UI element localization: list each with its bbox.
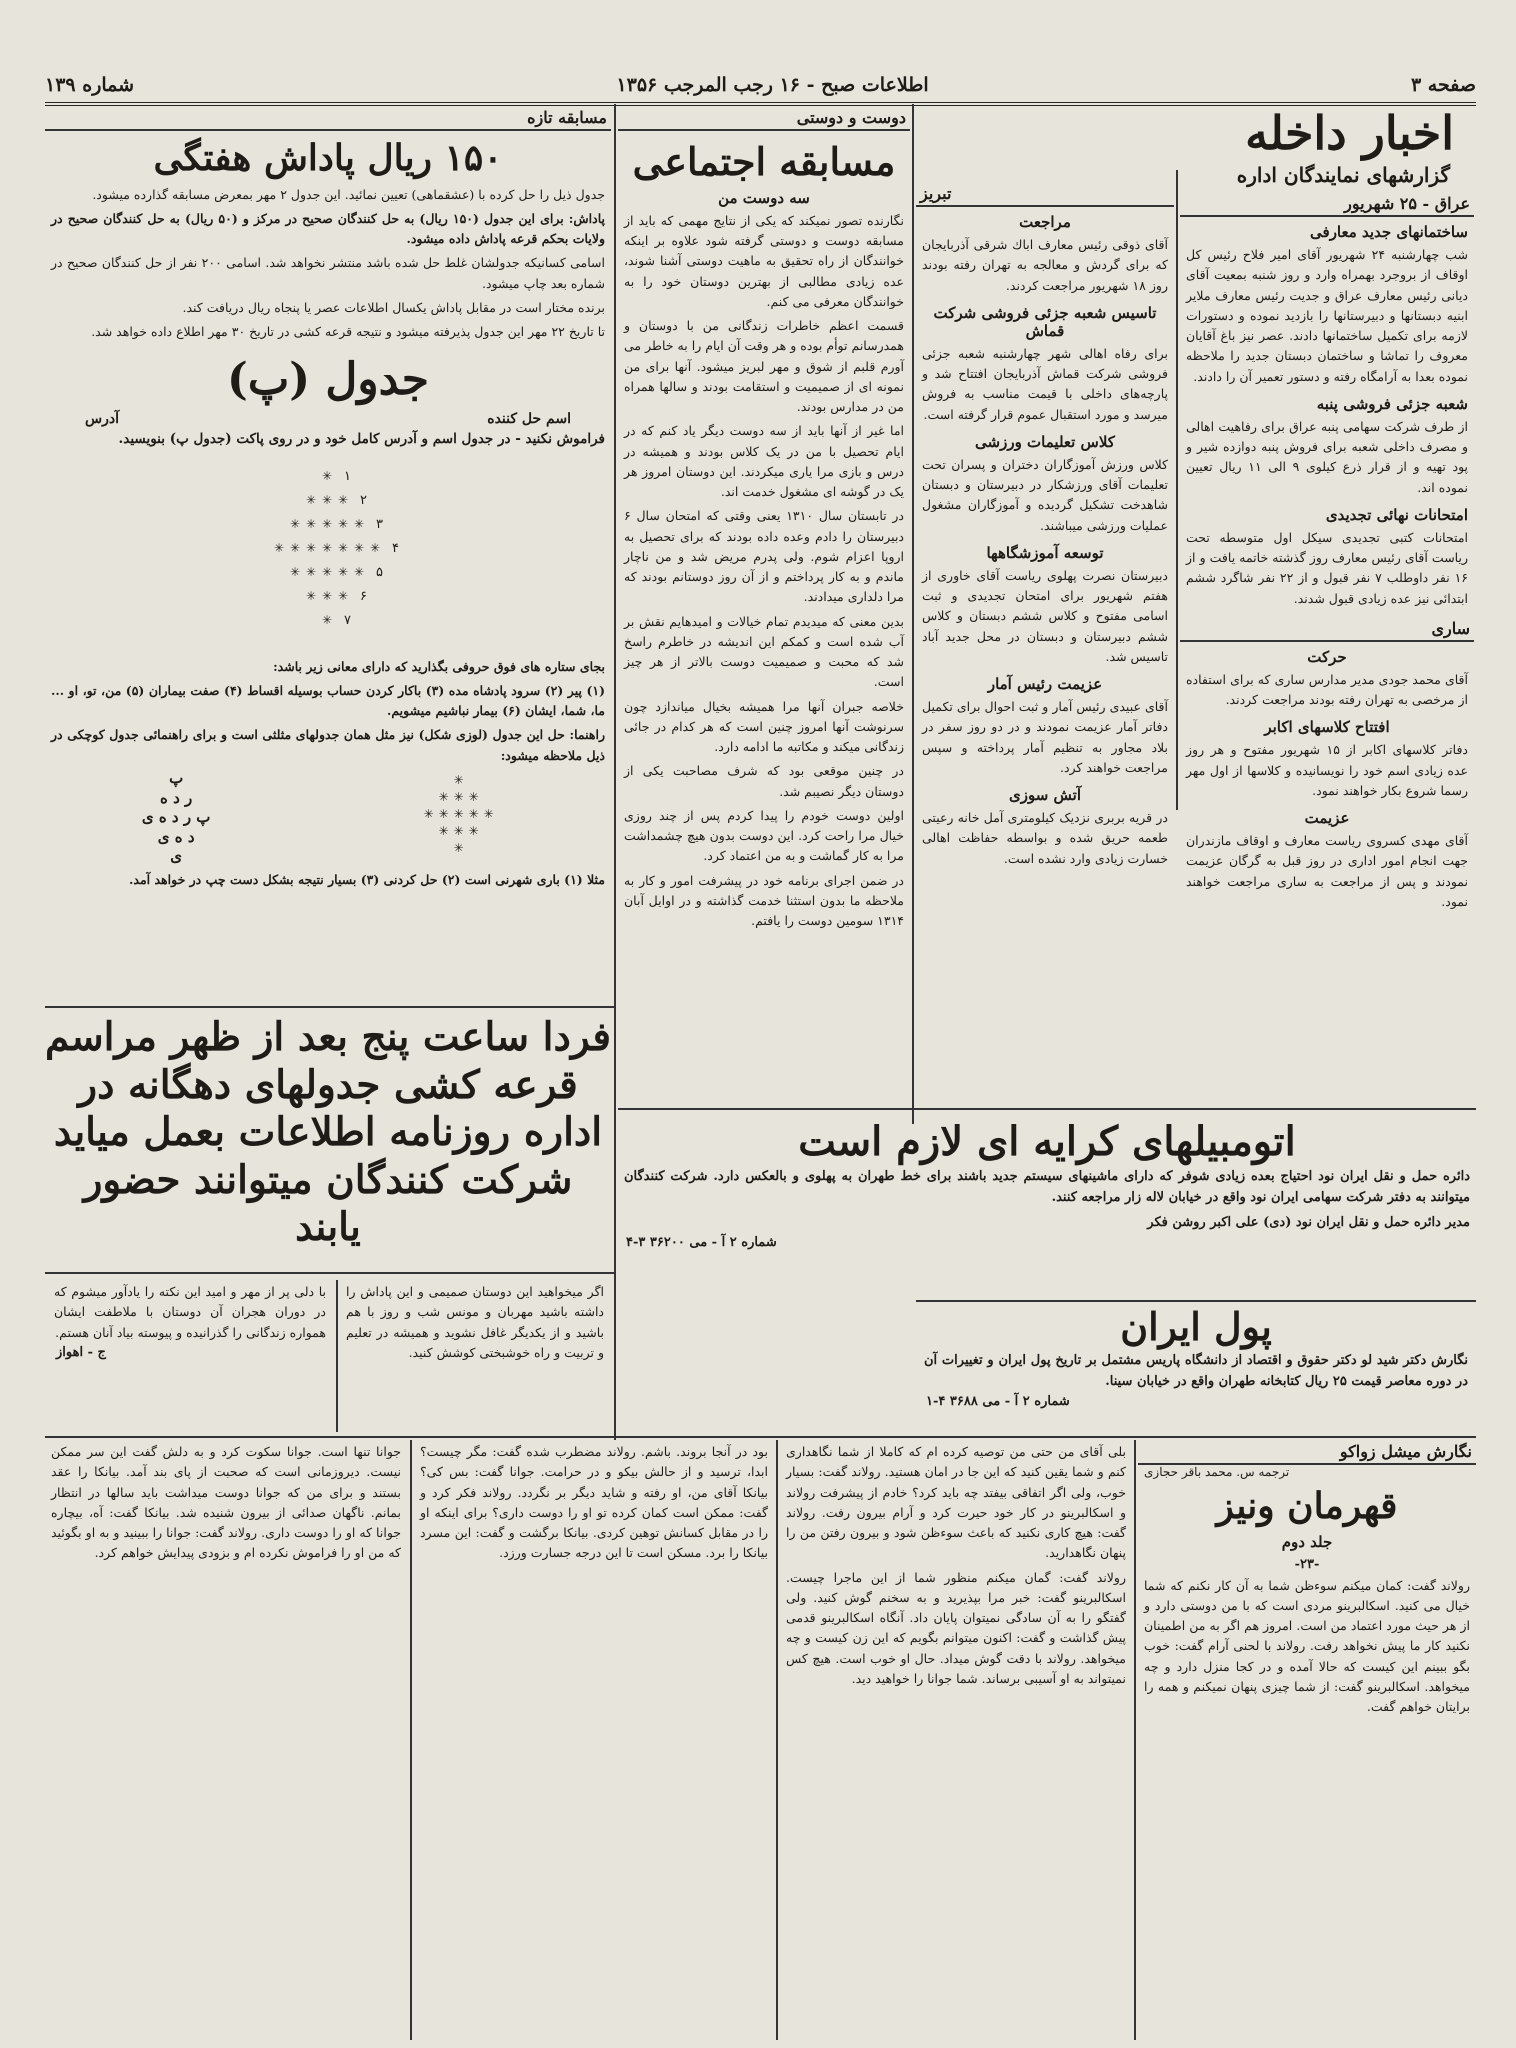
- money-ad-reference: شماره ۲ آ - می ۳۶۸۸ ۴-۱: [926, 1393, 1070, 1409]
- example-star-cell: ✳: [438, 806, 449, 821]
- serial-lead-column: [1138, 1440, 1476, 2040]
- sari-paragraph-3: آقای مهدی کسروی ریاست معارف و اوقاف مازندران جهت انجام امور اداری در روز قبل به گرگان عزیمت نمودند و پس از مراجعت به ساری مراجعت خواهند نمود.: [1186, 833, 1468, 909]
- lottery-line: فردا ساعت پنج بعد از ظهر مراسم: [45, 1014, 611, 1060]
- tabriz-headline-2: تاسیس شعبه جزئی فروشی شرکت قماش: [933, 303, 1157, 340]
- example-word: ی: [170, 847, 183, 866]
- issue-line: اطلاعات صبح - ۱۶ رجب المرجب ۱۳۵۶: [616, 74, 929, 96]
- iraq-paragraph-1: شب چهارشنبه ۲۴ شهریور آقای امیر فلاح رئیس کل اوقاف از بروجرد بهمراه وارد و روز شنبه بمعیت آقای دیانی رئیس معارف عراق و جدیت رئیس معارف ملایر ابنیه دبستانها و دبیرستانها را بازدید نموده و دستورات لازمه برای تکمیل ساختمانها دادند. عصر نیز باغ آقایان معروف را تماشا و ساختمان دبستان جدید را ملاحظه نموده بعدا به آرامگاه رفته و دستور تعمیر آن را دادند.: [1186, 247, 1469, 384]
- section-rule: [45, 1272, 614, 1274]
- serial-author: نگارش میشل زواکو: [1138, 1440, 1476, 1465]
- serial-text: بود در آنجا بروند. باشم. رولاند مضطرب شده گفت: مگر چیست؟ ابدا، ترسید و از حالش بیکو و در حرامت. جوانا گفت: بس کی؟ بیانکا آقای من، او رفته و شاید دیگر بر نگردد. رولاند فکر کرد و گفت: ممکن است کمان کرده تو او را دوست داری؟ برای اینکه او را در مقابل کسانش توهین کردی. بیانکا برگشت و گفت: این مسرد بیانکا را برد. مسکن است تا این درجه جسارت ورزد.: [420, 1444, 768, 1561]
- serial-column: [780, 1440, 1132, 2040]
- puzzle-star-cell: ✳: [321, 564, 333, 579]
- sari-headline-3: عزیمت: [1304, 809, 1350, 827]
- example-star-cell: ✳: [468, 789, 479, 804]
- puzzle-star-cell: ✳: [289, 540, 301, 555]
- lottery-announcement: [45, 1014, 611, 1264]
- page-header: [45, 68, 1476, 106]
- serial-part: -۲۳-: [1294, 1556, 1320, 1572]
- puzzle-star-cell: ✳: [337, 540, 349, 555]
- puzzle-star-cell: ✳: [305, 564, 317, 579]
- puzzle-star-cell: ✳: [337, 516, 349, 531]
- tabriz-headline-1: مراجعت: [1019, 213, 1071, 231]
- puzzle-example-note: مثلا (۱) باری شهرنی است (۲) حل کردنی (۳) بسیار نتیجه بشکل دست چپ در خواهد آمد.: [129, 871, 605, 887]
- social-paragraph: نگارنده تصور نمیکند که یکی از نتایج مهمی که باید از مسابقه دوست و دوستی گرفته شود علاوه بر اینکه خوانندگان از راه تحقیق به ماهیت دوستی آشنا شوند، عده زیادی مطالبی از بهترین دوستان خود را به خوانندگان معرفی می کنم.: [624, 212, 904, 309]
- example-solved-grid: [142, 769, 211, 867]
- cars-ad-title: اتومبیلهای کرایه ای لازم است: [798, 1118, 1296, 1165]
- sari-dateline: ساری: [1180, 617, 1474, 642]
- example-star-cell: ✳: [453, 840, 464, 855]
- letter-text: با دلی پر از مهر و امید این نکته را یادآور میشوم که در دوران هجران آن دوستان با ملاطفت ایشان همواره زندگانی را گذرانیده و پیوسته بیاد آنان هستم.: [54, 1284, 326, 1340]
- social-paragraph: خلاصه جبران آنها مرا همیشه بخیال میاندازد چون سرنوشت آنها امروز چنین است که هر کدام در جائی زندگانی میکند و مکاتبه ما ادامه دارد.: [624, 698, 904, 755]
- tabriz-paragraph-3: کلاس ورزش آموزگاران دختران و پسران تحت تعلیمات آقای ورزشکار در دبیرستان و دبستان شاهدخت تشکیل گردیده و آموزگاران مشغول عملیات ورزشی میباشند.: [922, 456, 1168, 533]
- iraq-paragraph-2: از طرف شرکت سهامی پنبه عراق برای رفاهیت اهالی و مصرف داخلی شعبه برای فروش پنبه دوازده شیر و پود تهیه و از قرار ذرع کیلوی ۹ الی ۱۱ ریال تعیین نموده اند.: [1186, 418, 1469, 495]
- puzzle-star-cell: ✳: [305, 540, 317, 555]
- diamond-puzzle-grid: [45, 459, 611, 649]
- example-star-cell: ✳: [468, 823, 479, 838]
- tabriz-headline-3: کلاس تعلیمات ورزشی: [975, 432, 1115, 451]
- puzzle-star-cell: ✳: [289, 516, 301, 531]
- example-star-cell: ✳: [453, 806, 464, 821]
- domestic-subtitle: گزارشهای نمایندگان اداره: [1236, 162, 1450, 187]
- lottery-line: قرعه کشی جدولهای دهگانه در: [78, 1061, 578, 1108]
- iraq-column: [1180, 192, 1474, 1112]
- social-paragraph: در ضمن اجرای برنامه خود در پیشرفت امور و کار به ملاحظه ما بدون استثنا خدمت گذاشته و در اوایل آبان ۱۳۱۴ سومین دوست را یافتم.: [624, 872, 904, 929]
- example-star-cell: ✳: [438, 789, 449, 804]
- social-paragraph: در چنین موقعی بود که شرف مصاحبت یکی از دوستان دیگر نصیبم شد.: [624, 763, 904, 799]
- serial-text: جوانا تنها است. جوانا سکوت کرد و به دلش گفت این سر ممکن نیست. دیروزمانی است که صحبت از پای بند آمد. بیانکا را عقد بستند و برای من که جوانا دوست میداشت باید سالها در انتظار بمانم. ناگهان صدائی از بیرون شنیده شد. بیانکا گفت: آه، بیچاره جوانا که او را دوست داری. رولاند گفت: جوانا را ببینید و به او بگوئید که من او را فراموش نکرده ام و بزودی پیدایش خواهم کرد.: [51, 1444, 401, 1561]
- lottery-line: اداره روزنامه اطلاعات بعمل میاید: [53, 1109, 603, 1156]
- puzzle-star-cell: ✳: [321, 540, 333, 555]
- example-star-cell: ✳: [453, 772, 464, 787]
- puzzle-row-number: ۶: [360, 588, 367, 604]
- puzzle-reminder: فراموش نکنید - در جدول اسم و آدرس کامل خود و در روی پاکت (جدول پ) بنویسید.: [118, 430, 605, 447]
- puzzle-star-cell: ✳: [305, 516, 317, 531]
- serial-column: [45, 1440, 407, 2040]
- cars-ad-signature: مدیر دائره حمل و نقل ایران نود (دی) علی اکبر روشن فکر: [1147, 1215, 1470, 1231]
- letter-signature: ج - اهواز: [56, 1344, 106, 1360]
- prize-title: ۱۵۰ ریال پاداش هفتگی: [153, 137, 503, 179]
- puzzle-star-cell: ✳: [289, 564, 301, 579]
- sari-headline-2: افتتاح کلاسهای اکابر: [1264, 718, 1390, 737]
- example-word: ر د ه: [160, 788, 193, 807]
- tabriz-paragraph-1: آقای ذوقی رئیس معارف اباك شرقی آذربایجان که برای گردش و معالجه به تهران رفته بودند روز ۱۸ شهریور مراجعت کردند.: [922, 237, 1168, 293]
- puzzle-star-cell: ✳: [321, 516, 333, 531]
- puzzle-row-number: ۴: [392, 540, 399, 556]
- social-paragraph: اولین دوست خودم را پیدا کردم پس از چند روزی خیال مرا راحت کرد. این دوست بدون هیچ چشمداشت مرا به کار گماشت و به من اعتماد کرد.: [624, 807, 904, 864]
- tabriz-headline-6: آتش سوزی: [1009, 786, 1081, 804]
- iraq-paragraph-3: امتحانات کتبی تجدیدی سیکل اول متوسطه تحت ریاست آقای رئیس معارف روز گذشته خاتمه یافت و از ۱۶ نفر داوطلب ۷ نفر قبول و از ۲۲ نفر شاگرد ششم ابتدائی نیز عده زیادی قبول شدند.: [1186, 529, 1468, 606]
- puzzle-star-cell: ✳: [321, 492, 333, 507]
- page-number: صفحه ۳: [1410, 74, 1476, 96]
- sari-paragraph-2: دفاتر کلاسهای اکابر از ۱۵ شهریور مفتوح و هر روز عده زیادی اسم خود را نویسانیده و کلاسها از اول مهر رسما شروع بکار خواهند نمود.: [1186, 742, 1468, 798]
- serial-text: رولاند گفت: کمان میکنم سوءظن شما به آن کار نکنم که شما خیال می کنید. اسکالبرینو مردی است که با من دوستی دارد و از هر حیث مورد اعتماد من است. امروز هم اگر به من اطمینان نکنید کار ما پیش نخواهد رفت. رولاند با لحنی آرام گفت: خوب بگو ببینم این کیست که حالا آمده و در کجا منزل دارد و چه میخواهد. اسکالبرینو گفت: از شما چیزی پنهان نمیکنم و همه را برایتان خواهم گفت.: [1144, 1577, 1470, 1715]
- column-rule: [614, 104, 616, 1440]
- example-star-cell: ✳: [438, 823, 449, 838]
- tabriz-column: [916, 182, 1174, 1112]
- letter-text: اگر میخواهید این دوستان صمیمی و این پاداش را داشته باشید مهربان و مونس شب و روز با هم باشید و از یکدیگر غافل نشوید و همیشه در تعلیم و تربیت و راه خوشبختی کوشش کنید.: [346, 1284, 604, 1360]
- puzzle-instructions: بجای ستاره های فوق حروفی بگذارید که دارای معانی زیر باشد:: [273, 658, 605, 674]
- section-rule: [45, 1006, 614, 1008]
- example-star-cell: ✳: [453, 789, 464, 804]
- puzzle-star-cell: ✳: [337, 492, 349, 507]
- example-word: د ه ی: [157, 827, 195, 846]
- sari-headline-1: حرکت: [1307, 647, 1347, 666]
- tabriz-headline-4: توسعه آموزشگاهها: [986, 543, 1104, 562]
- tabriz-headline-5: عزیمت رئیس آمار: [987, 675, 1103, 693]
- example-star-grid: [404, 773, 514, 863]
- section-rule: [916, 1300, 1476, 1302]
- puzzle-star-cell: ✳: [353, 540, 365, 555]
- social-title: مسابقه اجتماعی: [632, 139, 896, 184]
- example-star-cell: ✳: [468, 806, 479, 821]
- iraq-headline-3: امتحانات نهائی تجدیدی: [1325, 505, 1468, 524]
- money-book-ad: [918, 1306, 1474, 1432]
- tabriz-paragraph-4: دبیرستان نصرت پهلوی ریاست آقای خاوری از هفتم شهریور برای امتحان تجدیدی و ثبت اسامی مفتوح و کلاس ششم دبستان و کلاس ششم دبیرستان و دبستان در محل جدید آباد تاسیس شد.: [922, 567, 1168, 664]
- prize-paragraph: اسامی کسانیکه جدولشان غلط حل شده باشد منتشر نخواهد شد. اسامی ۲۰۰ نفر از حل کنندگان صحیح در شماره بعد چاپ میشود.: [51, 255, 605, 291]
- tabriz-dateline: تبریز: [916, 182, 1174, 207]
- serial-text: رولاند گفت: گمان میکنم منظور شما از این ماجرا چیست. اسکالبرینو گفت: خبر مرا بپذیرید و به سخنم گوش کنید. ولی گفتگو را به آن سادگی نمیتوان پایان داد. آنگاه اسکالبرینو قدمی پیش گذاشت و گفت: اکنون میتوانم بگویم که این زن کیست و چه میخواهد. رولاند با دقت گوش میداد. حال او خوب است. هیچ کس نمیتواند به او آسیبی برساند. شما جوانا را خواهید دید.: [786, 1569, 1126, 1686]
- example-word: پ ر د ه ی: [141, 808, 211, 827]
- column-rule: [776, 1440, 778, 2040]
- puzzle-star-cell: ✳: [273, 540, 285, 555]
- puzzle-star-cell: ✳: [353, 564, 365, 579]
- cars-ad: [618, 1108, 1476, 1308]
- ad-top-rule: [618, 1108, 1476, 1110]
- social-paragraph: در تابستان سال ۱۳۱۰ یعنی وقتی که امتحان سال ۶ دبیرستان را دادم وعده داده بودند که برای تحصیل به اروپا اعزام شوم. ولی پدرم مریض شد و من ناچار ماندم و به کار پرداختم و از آن روز دوستانم بودند که مرا دلداری میدادند.: [624, 508, 904, 605]
- puzzle-star-cell: ✳: [337, 588, 349, 603]
- money-ad-body: نگارش دکتر شید لو دکتر حقوق و اقتصاد از دانشگاه پاریس مشتمل بر تاریخ پول ایران و تغییرات آن در دوره معاصر قیمت ۲۵ ریال کتابخانه طهران واقع در خیابان سینا.: [924, 1352, 1468, 1389]
- column-rule: [912, 104, 914, 1124]
- money-ad-title: پول ایران: [1120, 1306, 1272, 1349]
- puzzle-row-number: ۵: [376, 564, 383, 580]
- social-paragraph: بدین معنی که میدیدم تمام خیالات و امیدهایم نقش بر آب شده است و کمکم این اندیشه در خاطرم راسخ شد که محبت و صمیمیت دوست بالاتر از هر چیز است.: [624, 613, 904, 690]
- puzzle-form-labels: [45, 411, 611, 427]
- example-star-cell: ✳: [453, 823, 464, 838]
- column-rule: [336, 1280, 338, 1432]
- solver-address-label: آدرس: [85, 410, 119, 427]
- social-paragraph: قسمت اعظم خاطرات زندگانی من با دوستان و همدرسانم توأم بوده و هر وقت آن ایام را به خاطر می آورم قلبم از شوق و مهر لبریز میشود. آنها برای من نمونه ای از صمیمیت و استقامت بودند و سالها همراه من در مدارس بودند.: [624, 318, 904, 415]
- puzzle-star-cell: ✳: [369, 540, 381, 555]
- social-kicker: دوست و دوستی: [618, 106, 910, 131]
- prize-kicker: مسابقه تازه: [45, 106, 611, 131]
- puzzle-star-cell: ✳: [321, 468, 333, 483]
- letter-left-box: [48, 1280, 332, 1432]
- iraq-dateline: عراق - ۲۵ شهریور: [1180, 192, 1474, 217]
- tabriz-paragraph-5: آقای عبیدی رئیس آمار و ثبت احوال برای تکمیل دفاتر آمار عزیمت نمودند و در دو روز سفر در بلاد مجاور به تنظیم آمار پرداخته و سپس مراجعت خواهند کرد.: [922, 699, 1168, 775]
- puzzle-star-cell: ✳: [305, 492, 317, 507]
- cars-ad-reference: شماره ۲ آ - می ۳۶۲۰۰ ۳-۴: [626, 1235, 777, 1251]
- social-subhead: سه دوست من: [718, 188, 810, 207]
- prize-paragraph: پاداش: برای این جدول (۱۵۰ ریال) به حل کنندگان صحیح در مرکز و (۵۰ ریال) به حل کنندگان صحیح در ولایات بحکم قرعه پاداش داده میشود.: [51, 210, 606, 247]
- column-rule: [410, 1440, 412, 2040]
- prize-puzzle-section: [45, 106, 611, 1006]
- serial-translator: ترجمه س. محمد باقر حجازی: [1144, 1465, 1290, 1479]
- puzzle-clues: (۱) پیر (۲) سرود پادشاه مده (۳) باکار کردن حساب بوسیله اقساط (۴) صفت بیماران (۵) من، تو، او ... ما، شما، ایشان (۶) بیمار نباشیم میشویم.: [51, 682, 606, 719]
- prize-paragraph: برنده مختار است در مقابل پاداش یکسال اطلاعات عصر یا پنجاه ریال دریافت کند.: [182, 299, 605, 315]
- puzzle-title: جدول (پ): [227, 354, 429, 406]
- iraq-headline-2: شعبه جزئی فروشی پنبه: [1316, 394, 1468, 413]
- example-star-cell: ✳: [483, 806, 494, 821]
- puzzle-row-number: ۳: [376, 516, 383, 532]
- puzzle-star-cell: ✳: [321, 588, 333, 603]
- sari-paragraph-1: آقای محمد جودی مدیر مدارس ساری که برای استفاده از مرخصی به تهران رفته بودند مراجعت کردند.: [1186, 671, 1468, 707]
- prize-paragraph: جدول ذیل را حل کرده با (عشقماهی) تعیین نمائید. این جدول ۲ مهر بمعرض مسابقه گذارده میشود.: [92, 186, 605, 202]
- puzzle-example: [45, 768, 611, 868]
- puzzle-star-cell: ✳: [353, 516, 365, 531]
- column-rule: [1134, 1440, 1136, 2040]
- serial-volume: جلد دوم: [1281, 1532, 1333, 1551]
- tabriz-paragraph-6: در قریه بربری نزدیک کیلومتری آمل خانه رعیتی طعمه حریق شده و بواسطه حفاظت اهالی خسارت زیادی وارد نشده است.: [922, 810, 1168, 866]
- cars-ad-body: دائره حمل و نقل ایران نود احتیاج بعده زیادی شوفر که دارای ماشینهای سیستم جدید باشند برای خط طهران به پهلوی و بالعکس دارد. شرکت کنندگان میتوانند به دفتر شرکت سهامی ایران نود واقع در خیابان لاله زار مراجعه کنند.: [624, 1169, 1470, 1206]
- issue-number: شماره ۱۳۹: [45, 74, 135, 96]
- puzzle-star-cell: ✳: [337, 564, 349, 579]
- tabriz-paragraph-2: برای رفاه اهالی شهر چهارشنبه شعبه جزئی فروشی شرکت قماش آذربایجان افتتاح شد و پارچه‌های داخلی با قیمت مناسب به فروش میرسد و مورد استقبال عموم قرار گرفته است.: [922, 345, 1168, 422]
- serial-title: قهرمان ونیز: [1216, 1485, 1398, 1527]
- example-word: پ: [169, 769, 184, 788]
- iraq-headline-1: ساختمانهای جدید معارفی: [1310, 223, 1468, 241]
- section-rule: [45, 1436, 1476, 1438]
- puzzle-star-cell: ✳: [321, 612, 333, 627]
- serial-column: [414, 1440, 774, 2040]
- puzzle-row-number: ۷: [344, 612, 351, 628]
- solver-name-label: اسم حل کننده: [487, 410, 571, 427]
- domestic-title: اخبار داخله: [1245, 108, 1454, 160]
- letter-right-box: [340, 1280, 610, 1432]
- social-paragraph: اما غیر از آنها باید از سه دوست دیگر یاد کنم که در ایام تحصیل با من در یک کلاس بودند و همیشه در درس و بازی مرا یاری میکردند. این دوستان امروز هر یک در گوشه ای مشغول خدمت اند.: [624, 423, 904, 500]
- example-star-cell: ✳: [423, 806, 434, 821]
- puzzle-row-number: ۲: [360, 492, 367, 508]
- puzzle-star-cell: ✳: [305, 588, 317, 603]
- lottery-line: شرکت کنندگان میتوانند حضور یابند: [83, 1156, 573, 1251]
- prize-paragraph: تا تاریخ ۲۲ مهر این جدول پذیرفته میشود و نتیجه قرعه کشی در تاریخ ۳۰ مهر اطلاع داده خواهد شد.: [91, 324, 605, 340]
- puzzle-guide: راهنما: حل این جدول (لوزی شکل) نیز مثل همان جدولهای مثلثی است و برای راهنمائی جدول کوچکی در ذیل ملاحظه میشود:: [51, 727, 605, 763]
- serial-text: بلی آقای من حتی من توصیه کرده ام که کاملا از شما نگاهداری کنم و شما یقین کنید که این جا در امان هستید. رولاند گفت: بسیار خوب، ولی اگر اتفاقی بیفتد چه باید کرد؟ خادم از پیشرفت رولاند و اسکالبرینو در کار خود حیرت کرد و آرام بیرون رفت. رولاند گفت: هیچ کاری نکنید که باعث سوءظن شود و بیرون رفتن من را پنهان نگاهدارید.: [786, 1444, 1126, 1561]
- puzzle-row-number: ۱: [344, 468, 351, 484]
